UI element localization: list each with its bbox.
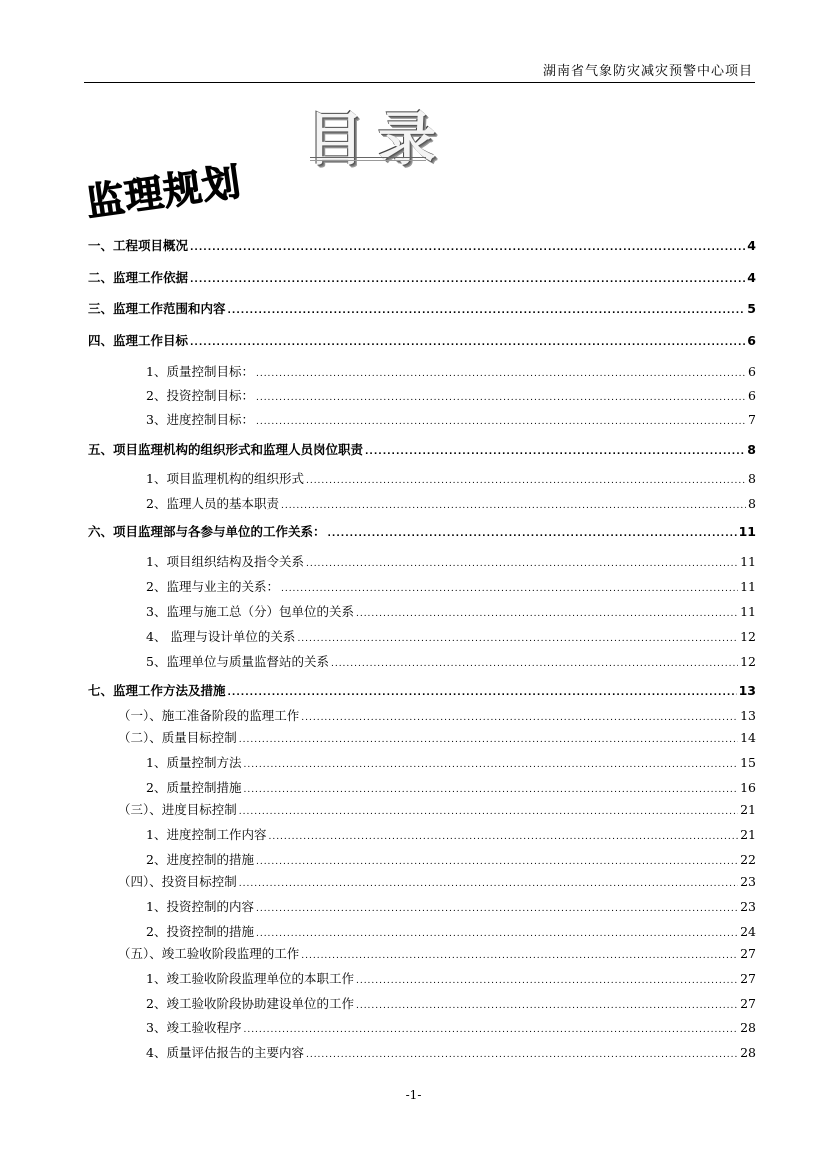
toc-entry-label: 2、进度控制的措施 xyxy=(146,852,254,867)
toc-leader-dots xyxy=(306,554,738,569)
toc-entry-label: 二、监理工作依据 xyxy=(88,270,189,285)
toc-entry-label: （五）、竣工验收阶段监理的工作 xyxy=(118,946,300,961)
toc-leader-dots xyxy=(256,899,738,914)
toc-entry[interactable] xyxy=(88,922,756,940)
toc-entry-page: 15 xyxy=(740,755,756,770)
toc-entry[interactable] xyxy=(88,897,756,915)
toc-entry[interactable] xyxy=(88,1043,756,1061)
toc-entry[interactable] xyxy=(88,728,756,746)
toc-entry-page: 7 xyxy=(748,412,756,427)
toc-entry-page: 21 xyxy=(740,802,756,817)
toc-entry[interactable] xyxy=(88,577,756,595)
toc-entry-page: 13 xyxy=(740,708,756,723)
toc-entry-page: 13 xyxy=(738,683,756,698)
toc-entry-page: 8 xyxy=(748,471,756,486)
toc-entry[interactable] xyxy=(88,236,756,254)
toc-leader-dots xyxy=(190,333,745,348)
toc-leader-dots xyxy=(228,683,737,698)
toc-title: 目录 xyxy=(306,105,451,173)
toc-leader-dots xyxy=(297,629,738,644)
toc-leader-dots xyxy=(243,1020,738,1035)
toc-entry[interactable] xyxy=(88,681,756,699)
toc-entry-label: 五、项目监理机构的组织形式和监理人员岗位职责 xyxy=(88,442,364,457)
toc-entry-page: 11 xyxy=(740,579,756,594)
toc-leader-dots xyxy=(256,364,746,379)
toc-entry[interactable] xyxy=(88,706,756,724)
toc-leader-dots xyxy=(243,780,738,795)
toc-entry-label: 4、质量评估报告的主要内容 xyxy=(146,1045,304,1060)
toc-entry-label: 1、质量控制方法 xyxy=(146,755,242,770)
toc-entry-label: 1、项目监理机构的组织形式 xyxy=(146,471,304,486)
toc-entry[interactable] xyxy=(88,552,756,570)
toc-entry[interactable] xyxy=(88,386,756,404)
toc-leader-dots xyxy=(328,524,737,539)
toc-entry[interactable] xyxy=(88,969,756,987)
toc-leader-dots xyxy=(239,802,738,817)
toc-entry[interactable] xyxy=(88,872,756,890)
toc-entry-label: 3、监理与施工总（分）包单位的关系 xyxy=(146,604,354,619)
toc-leader-dots xyxy=(306,471,746,486)
toc-entry-label: 2、竣工验收阶段协助建设单位的工作 xyxy=(146,996,354,1011)
toc-entry[interactable] xyxy=(88,1018,756,1036)
toc-leader-dots xyxy=(331,654,738,669)
title-underline xyxy=(310,157,426,161)
toc-entry[interactable] xyxy=(88,778,756,796)
toc-leader-dots xyxy=(228,301,746,316)
toc-entry-label: 四、监理工作目标 xyxy=(88,333,189,348)
toc-entry[interactable] xyxy=(88,362,756,380)
toc-entry-page: 27 xyxy=(740,971,756,986)
toc-entry-label: 2、投资控制的措施 xyxy=(146,924,254,939)
toc-entry[interactable] xyxy=(88,522,756,540)
toc-leader-dots xyxy=(256,388,746,403)
toc-entry-label: （三）、进度目标控制 xyxy=(118,802,237,817)
toc-entry-label: 4、 监理与设计单位的关系 xyxy=(146,629,296,644)
toc-entry-page: 8 xyxy=(747,442,756,457)
toc-entry[interactable] xyxy=(88,440,756,458)
toc-leader-dots xyxy=(239,874,738,889)
toc-entry-page: 11 xyxy=(740,604,756,619)
toc-entry-page: 27 xyxy=(740,996,756,1011)
toc-entry-label: 2、质量控制措施 xyxy=(146,780,242,795)
toc-leader-dots xyxy=(190,238,745,253)
header-title: 湖南省气象防灾减灾预警中心项目 xyxy=(542,64,753,79)
toc-leader-dots xyxy=(243,755,738,770)
toc-entry[interactable] xyxy=(88,602,756,620)
toc-entry-label: 3、进度控制目标： xyxy=(146,412,254,427)
toc-entry[interactable] xyxy=(88,800,756,818)
toc-leader-dots xyxy=(365,442,745,457)
toc-entry-page: 14 xyxy=(740,730,756,745)
toc-entry[interactable] xyxy=(88,410,756,428)
toc-entry-page: 6 xyxy=(748,364,756,379)
toc-entry-page: 11 xyxy=(740,554,756,569)
toc-entry-page: 28 xyxy=(740,1045,756,1060)
toc-entry-label: 六、项目监理部与各参与单位的工作关系： xyxy=(88,524,326,539)
toc-entry-label: 1、竣工验收阶段监理单位的本职工作 xyxy=(146,971,354,986)
toc-entry-label: 1、进度控制工作内容 xyxy=(146,827,267,842)
toc-entry-label: 1、投资控制的内容 xyxy=(146,899,254,914)
toc-entry-label: （四）、投资目标控制 xyxy=(118,874,237,889)
page-header xyxy=(84,56,755,83)
toc-entry-page: 6 xyxy=(748,388,756,403)
toc-entry-label: （二）、质量目标控制 xyxy=(118,730,237,745)
toc-leader-dots xyxy=(301,946,738,961)
toc-entry[interactable] xyxy=(88,944,756,962)
toc-entry-label: 5、监理单位与质量监督站的关系 xyxy=(146,654,329,669)
toc-entry-page: 12 xyxy=(740,629,756,644)
toc-leader-dots xyxy=(239,730,738,745)
toc-leader-dots xyxy=(281,496,746,511)
toc-entry[interactable] xyxy=(88,469,756,487)
toc-entry-label: （一）、施工准备阶段的监理工作 xyxy=(118,708,300,723)
toc-entry[interactable] xyxy=(88,994,756,1012)
toc-entry[interactable] xyxy=(88,494,756,512)
toc-leader-dots xyxy=(306,1045,738,1060)
toc-entry-page: 4 xyxy=(747,270,756,285)
toc-entry-page: 27 xyxy=(740,946,756,961)
toc-entry-label: 3、竣工验收程序 xyxy=(146,1020,242,1035)
toc-entry-page: 6 xyxy=(747,333,756,348)
toc-entry-label: 1、质量控制目标： xyxy=(146,364,254,379)
toc-entry-page: 4 xyxy=(747,238,756,253)
toc-entry[interactable] xyxy=(88,753,756,771)
toc-entry-page: 12 xyxy=(740,654,756,669)
toc-entry-page: 28 xyxy=(740,1020,756,1035)
toc-entry-label: 2、监理与业主的关系： xyxy=(146,579,279,594)
toc-entry-page: 16 xyxy=(740,780,756,795)
toc-leader-dots xyxy=(190,270,745,285)
toc-entry-label: 1、项目组织结构及指令关系 xyxy=(146,554,304,569)
toc-leader-dots xyxy=(356,604,738,619)
document-subtitle: 监理规划 xyxy=(83,159,245,225)
toc-entry[interactable] xyxy=(88,652,756,670)
toc-entry-label: 2、投资控制目标： xyxy=(146,388,254,403)
toc-leader-dots xyxy=(356,996,738,1011)
toc-leader-dots xyxy=(256,852,738,867)
toc-entry[interactable] xyxy=(88,299,756,317)
toc-leader-dots xyxy=(356,971,738,986)
toc-leader-dots xyxy=(281,579,738,594)
toc-leader-dots xyxy=(256,924,738,939)
toc-entry[interactable] xyxy=(88,850,756,868)
toc-entry-page: 11 xyxy=(738,524,756,539)
toc-entry-page: 21 xyxy=(740,827,756,842)
toc-leader-dots xyxy=(301,708,738,723)
toc-leader-dots xyxy=(268,827,738,842)
toc-leader-dots xyxy=(256,412,746,427)
page-number: -1- xyxy=(405,1088,422,1102)
toc-entry-label: 七、监理工作方法及措施 xyxy=(88,683,226,698)
toc-entry[interactable] xyxy=(88,825,756,843)
toc-entry-label: 一、工程项目概况 xyxy=(88,238,189,253)
toc-entry[interactable] xyxy=(88,268,756,286)
toc-entry[interactable] xyxy=(88,627,756,645)
toc-entry-page: 22 xyxy=(740,852,756,867)
toc-entry-label: 2、监理人员的基本职责 xyxy=(146,496,279,511)
toc-entry-page: 23 xyxy=(740,874,756,889)
toc-entry-page: 8 xyxy=(748,496,756,511)
toc-entry-page: 23 xyxy=(740,899,756,914)
toc-entry-page: 5 xyxy=(747,301,756,316)
toc-entry[interactable] xyxy=(88,331,756,349)
toc-entry-page: 24 xyxy=(740,924,756,939)
toc-entry-label: 三、监理工作范围和内容 xyxy=(88,301,226,316)
